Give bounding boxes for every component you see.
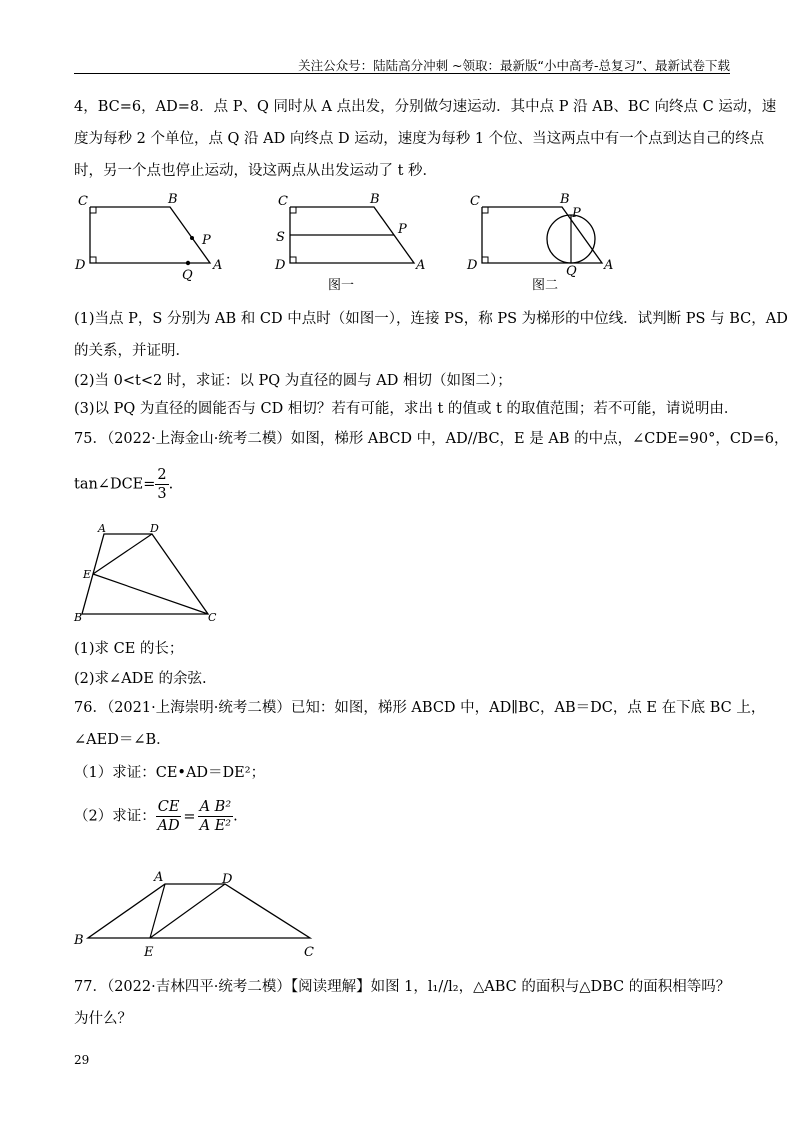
tan-prefix: tan∠DCE= [74, 476, 156, 493]
label-a: A [98, 522, 106, 535]
p77-line2: 为什么？ [74, 1011, 132, 1027]
label-c: C [278, 194, 288, 209]
p74-line2: 度为每秒 2 个单位，点 Q 沿 AD 向终点 D 运动，速度为每秒 1 个位、当这两点中有一个点到达自己的终点 [74, 131, 765, 147]
label-b: B [74, 611, 83, 624]
equals-sign: = [183, 808, 196, 825]
label-p: P [572, 206, 581, 221]
label-d: D [275, 258, 286, 273]
p74-line3: 时，另一个点也停止运动，设这两点从出发运动了 t 秒． [74, 163, 438, 179]
label-c: C [470, 194, 480, 209]
tan-fraction [155, 466, 168, 503]
label-p: P [202, 233, 211, 248]
label-a: A [154, 870, 164, 885]
frac2-den: A E² [199, 818, 232, 834]
label-d: D [222, 872, 233, 887]
fraction-ab2-ae2 [198, 798, 234, 835]
p74-figure-main [74, 192, 222, 283]
figure-two-caption: 图二 [532, 278, 559, 293]
tan-denominator: 3 [157, 486, 167, 502]
page-number: 29 [74, 1053, 90, 1067]
label-s: S [276, 230, 285, 245]
p77-line1: 77．（2022·吉林四平·统考二模）【阅读理解】如图 1，l₁//l₂，△ABC 的面积与△DBC 的面积相等吗？ [74, 979, 731, 995]
label-b: B [74, 933, 84, 948]
label-d: D [75, 258, 86, 273]
label-p: P [398, 222, 407, 237]
frac1-den: AD [157, 818, 180, 834]
frac2-num: A B² [199, 799, 232, 815]
frac1-num: CE [157, 799, 180, 815]
label-c: C [78, 194, 88, 209]
p76-q2 [74, 798, 238, 835]
p74-line1: 4，BC=6，AD=8．点 P、Q 同时从 A 点出发，分别做匀速运动．其中点 P 沿 AB、BC 向终点 C 运动，速 [74, 99, 777, 115]
p74-q1b: 的关系，并证明． [74, 343, 190, 359]
p74-figures [70, 185, 630, 295]
label-c: C [304, 945, 314, 960]
p75-line1: 75．（2022·上海金山·统考二模）如图，梯形 ABCD 中，AD//BC，E 是 AB 的中点，∠CDE=90°，CD=6， [74, 431, 789, 447]
tan-suffix: . [168, 476, 174, 493]
p74-q3: (3)以 PQ 为直径的圆能否与 CD 相切？若有可能，求出 t 的值或 t 的取值范围；若不可能，请说明由． [74, 401, 739, 417]
p75-figure [70, 522, 230, 628]
p76-line1: 76．（2021·上海崇明·统考二模）已知：如图，梯形 ABCD 中，AD∥BC，AB＝DC，点 E 在下底 BC 上， [74, 700, 766, 716]
p76-line2: ∠AED＝∠B． [74, 732, 171, 748]
p74-q2: (2)当 0<t<2 时，求证：以 PQ 为直径的圆与 AD 相切（如图二）； [74, 373, 512, 389]
label-a: A [604, 258, 614, 273]
q2-suffix: . [233, 808, 238, 825]
label-e: E [144, 945, 154, 960]
tan-numerator: 2 [157, 467, 167, 483]
p75-q2: (2)求∠ADE 的余弦. [74, 671, 207, 687]
label-b: B [560, 192, 570, 207]
header-rule [74, 73, 730, 74]
p75-q1: (1)求 CE 的长； [74, 641, 184, 657]
p76-figure [70, 866, 330, 962]
point-p [190, 236, 194, 240]
label-b: B [370, 192, 380, 207]
label-a: A [213, 258, 223, 273]
label-d: D [467, 258, 478, 273]
label-q: Q [182, 268, 193, 283]
page-header: 关注公众号：陆陆高分冲刺 ~领取：最新版“小中高考-总复习”、最新试卷下载 [298, 58, 730, 73]
p74-figure-two [466, 192, 613, 293]
p75-tan-expression [74, 466, 173, 503]
p74-figure-one [274, 192, 425, 293]
fraction-ce-ad [156, 798, 182, 835]
label-d: D [150, 522, 159, 535]
label-c: C [208, 611, 217, 624]
label-b: B [168, 192, 178, 207]
label-q: Q [566, 264, 577, 279]
q2-prefix: （2）求证： [74, 808, 156, 825]
point-q [186, 261, 190, 265]
label-e: E [83, 568, 92, 581]
p74-q1a: (1)当点 P，S 分别为 AB 和 CD 中点时（如图一），连接 PS，称 PS 为梯形的中位线．试判断 PS 与 BC，AD [74, 311, 788, 327]
p76-q1: （1）求证：CE•AD＝DE²； [74, 765, 266, 781]
label-a: A [416, 258, 426, 273]
figure-one-caption: 图一 [328, 278, 355, 293]
